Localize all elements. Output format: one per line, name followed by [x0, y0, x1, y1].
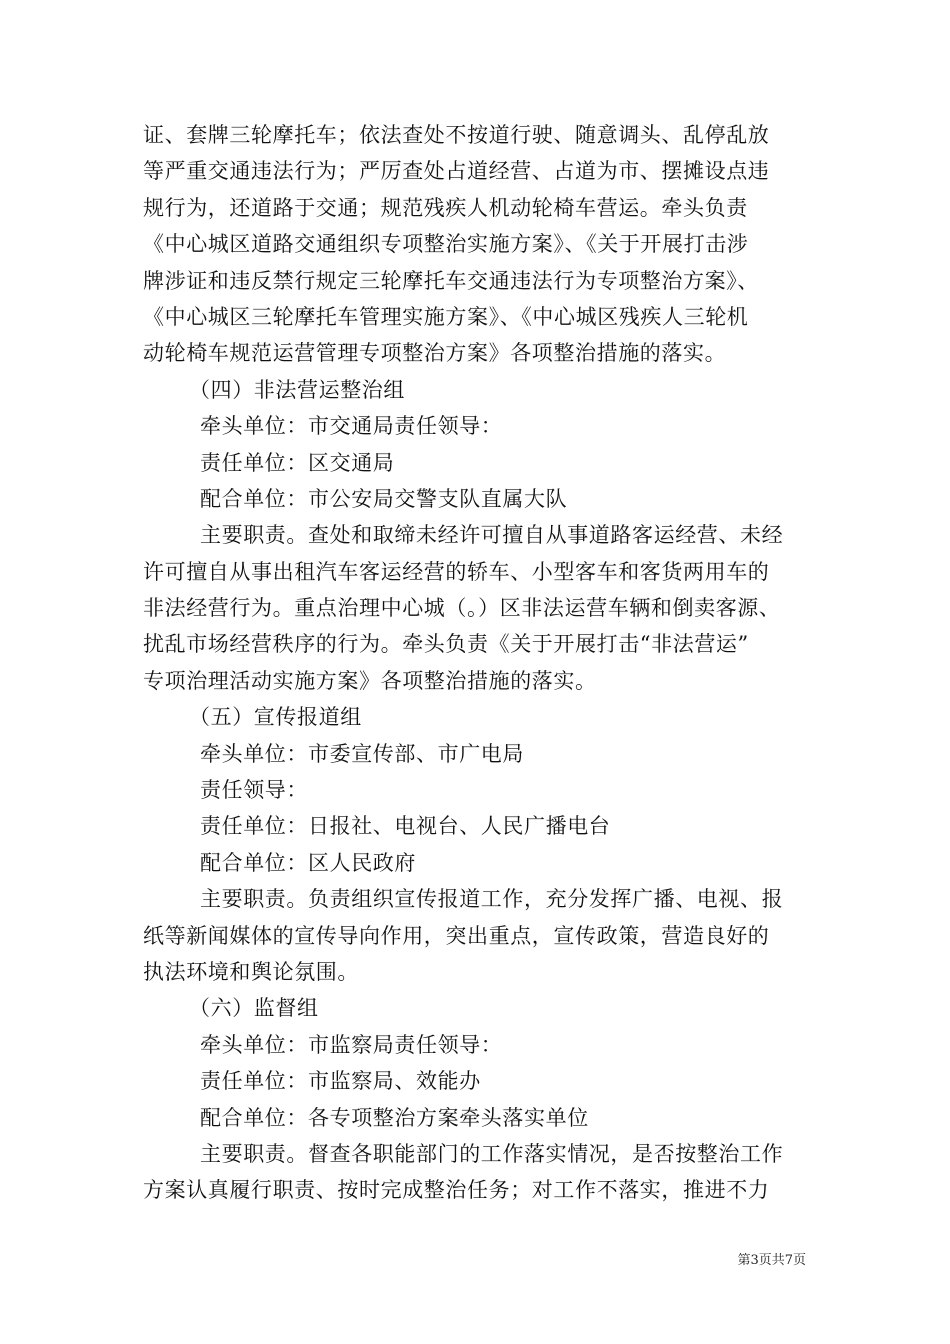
text-line: 《中心城区道路交通组织专项整治实施方案》、《关于开展打击涉 — [143, 232, 749, 257]
text-line: 主要职责。查处和取缔未经许可擅自从事道路客运经营、未经 — [200, 523, 784, 548]
text-line: 《中心城区三轮摩托车管理实施方案》、《中心城区残疾人三轮机 — [143, 304, 749, 329]
page-number-footer: 第3页共7页 — [737, 1253, 806, 1268]
document-body — [0, 117, 950, 1209]
text-line: 主要职责。负责组织宣传报道工作，充分发挥广播、电视、报 — [200, 887, 784, 912]
text-line: 许可擅自从事出租汽车客运经营的轿车、小型客车和客货两用车的 — [143, 559, 770, 584]
text-line: 牵头单位：市委宣传部、市广电局 — [200, 741, 524, 766]
text-line: 牵头单位：市监察局责任领导： — [200, 1032, 503, 1057]
text-line: 责任单位：市监察局、效能办 — [200, 1069, 481, 1094]
text-line: 责任单位：区交通局 — [200, 450, 395, 475]
text-line: 配合单位：市公安局交警支队直属大队 — [200, 486, 568, 511]
text-line: 牌涉证和违反禁行规定三轮摩托车交通违法行为专项整治方案》、 — [143, 268, 759, 293]
text-line: 非法经营行为。重点治理中心城（。）区非法运营车辆和倒卖客源、 — [143, 596, 781, 621]
text-line: 责任领导： — [200, 778, 308, 803]
text-line: 配合单位：各专项整治方案牵头落实单位 — [200, 1105, 589, 1130]
text-line: 执法环境和舆论氛围。 — [143, 959, 359, 984]
section-heading: （五）宣传报道组 — [189, 705, 362, 730]
text-line: 扰乱市场经营秩序的行为。牵头负责《关于开展打击“非法营运” — [143, 632, 749, 657]
text-line: 动轮椅车规范运营管理专项整治方案》各项整治措施的落实。 — [143, 341, 727, 366]
section-heading: （六）监督组 — [189, 996, 319, 1021]
text-line: 方案认真履行职责、按时完成整治任务；对工作不落实，推进不力 — [143, 1178, 770, 1203]
text-line: 牵头单位：市交通局责任领导： — [200, 414, 503, 439]
text-line: 等严重交通违法行为；严厉查处占道经营、占道为市、摆摊设点违 — [143, 159, 770, 184]
text-line: 证、套牌三轮摩托车；依法查处不按道行驶、随意调头、乱停乱放 — [143, 123, 770, 147]
text-line: 纸等新闻媒体的宣传导向作用，突出重点，宣传政策，营造良好的 — [143, 923, 770, 948]
text-line: 规行为，还道路于交通；规范残疾人机动轮椅车营运。牵头负责 — [143, 195, 748, 220]
text-line: 主要职责。督查各职能部门的工作落实情况，是否按整治工作 — [200, 1141, 784, 1166]
text-line: 专项治理活动实施方案》各项整治措施的落实。 — [143, 668, 597, 693]
section-heading: （四）非法营运整治组 — [189, 377, 405, 402]
text-line: 配合单位：区人民政府 — [200, 850, 416, 875]
text-line: 责任单位：日报社、电视台、人民广播电台 — [200, 814, 611, 839]
